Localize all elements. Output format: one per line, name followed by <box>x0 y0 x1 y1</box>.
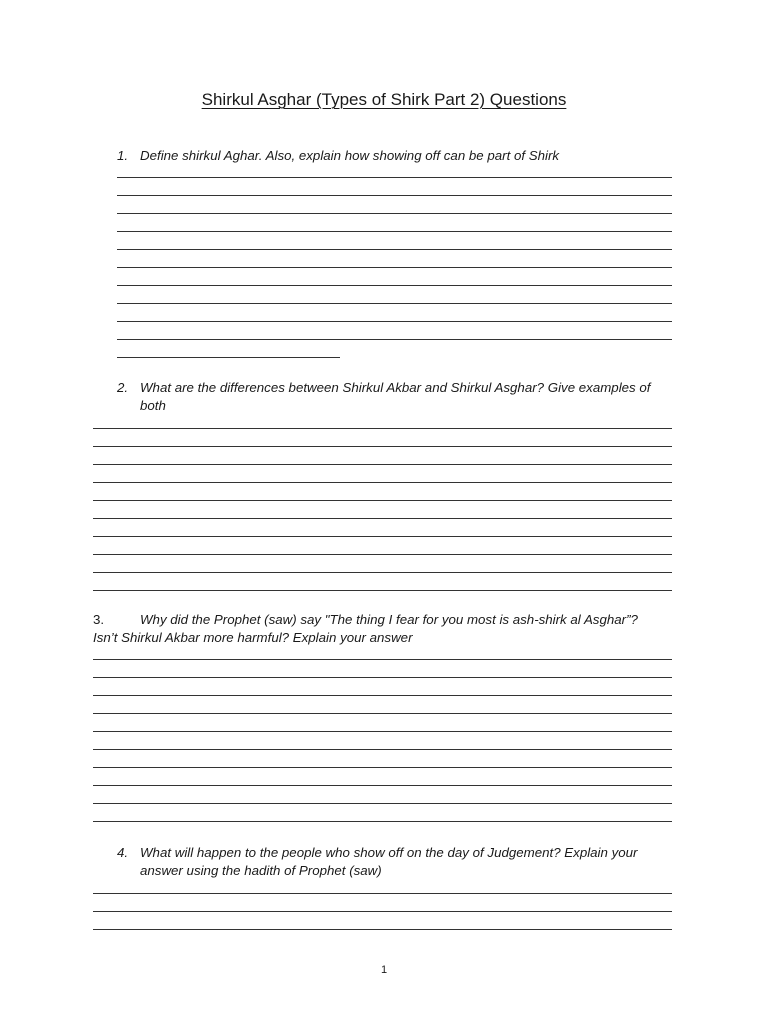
answer-1-line[interactable] <box>117 213 672 214</box>
answer-3-line[interactable] <box>93 821 672 822</box>
answer-2-line[interactable] <box>93 590 672 591</box>
answer-1-line[interactable] <box>117 267 672 268</box>
answer-3-line[interactable] <box>93 695 672 696</box>
question-1-number: 1. <box>117 148 129 163</box>
question-2-text-line2: both <box>140 398 166 413</box>
answer-3-line[interactable] <box>93 659 672 660</box>
answer-2-line[interactable] <box>93 518 672 519</box>
question-4-text-line2: answer using the hadith of Prophet (saw) <box>140 863 382 878</box>
answer-1-line[interactable] <box>117 231 672 232</box>
answer-3-line[interactable] <box>93 803 672 804</box>
question-4-number: 4. <box>117 845 129 860</box>
answer-4-line[interactable] <box>93 929 672 930</box>
answer-2-line[interactable] <box>93 464 672 465</box>
answer-2-line[interactable] <box>93 536 672 537</box>
answer-1-line[interactable] <box>117 249 672 250</box>
answer-2-line[interactable] <box>93 500 672 501</box>
answer-4-line[interactable] <box>93 911 672 912</box>
answer-2-line[interactable] <box>93 554 672 555</box>
question-3-number: 3. <box>93 612 105 627</box>
answer-1-line[interactable] <box>117 177 672 178</box>
answer-1-line[interactable] <box>117 339 672 340</box>
answer-3-line[interactable] <box>93 731 672 732</box>
answer-1-line[interactable] <box>117 303 672 304</box>
answer-4-line[interactable] <box>93 893 672 894</box>
question-3-text-line2: Isn’t Shirkul Akbar more harmful? Explain your answer <box>93 630 413 645</box>
answer-2-line[interactable] <box>93 482 672 483</box>
page-number: 1 <box>380 964 388 976</box>
answer-2-line[interactable] <box>93 572 672 573</box>
question-2-number: 2. <box>117 380 129 395</box>
answer-2-line[interactable] <box>93 428 672 429</box>
question-2-text-line1: What are the differences between Shirkul Akbar and Shirkul Asghar? Give examples of <box>140 380 651 395</box>
answer-3-line[interactable] <box>93 713 672 714</box>
answer-1-line[interactable] <box>117 195 672 196</box>
answer-3-line[interactable] <box>93 749 672 750</box>
question-4-text-line1: What will happen to the people who show off on the day of Judgement? Explain your <box>140 845 638 860</box>
answer-1-line[interactable] <box>117 321 672 322</box>
answer-2-line[interactable] <box>93 446 672 447</box>
answer-1-line[interactable] <box>117 357 340 358</box>
answer-1-line[interactable] <box>117 285 672 286</box>
answer-3-line[interactable] <box>93 677 672 678</box>
question-3-text-line1: Why did the Prophet (saw) say "The thing I fear for you most is ash-shirk al Asghar”? <box>140 612 638 627</box>
answer-3-line[interactable] <box>93 767 672 768</box>
answer-3-line[interactable] <box>93 785 672 786</box>
page-title: Shirkul Asghar (Types of Shirk Part 2) Questions <box>201 90 567 109</box>
question-1-text: Define shirkul Aghar. Also, explain how showing off can be part of Shirk <box>140 148 560 163</box>
